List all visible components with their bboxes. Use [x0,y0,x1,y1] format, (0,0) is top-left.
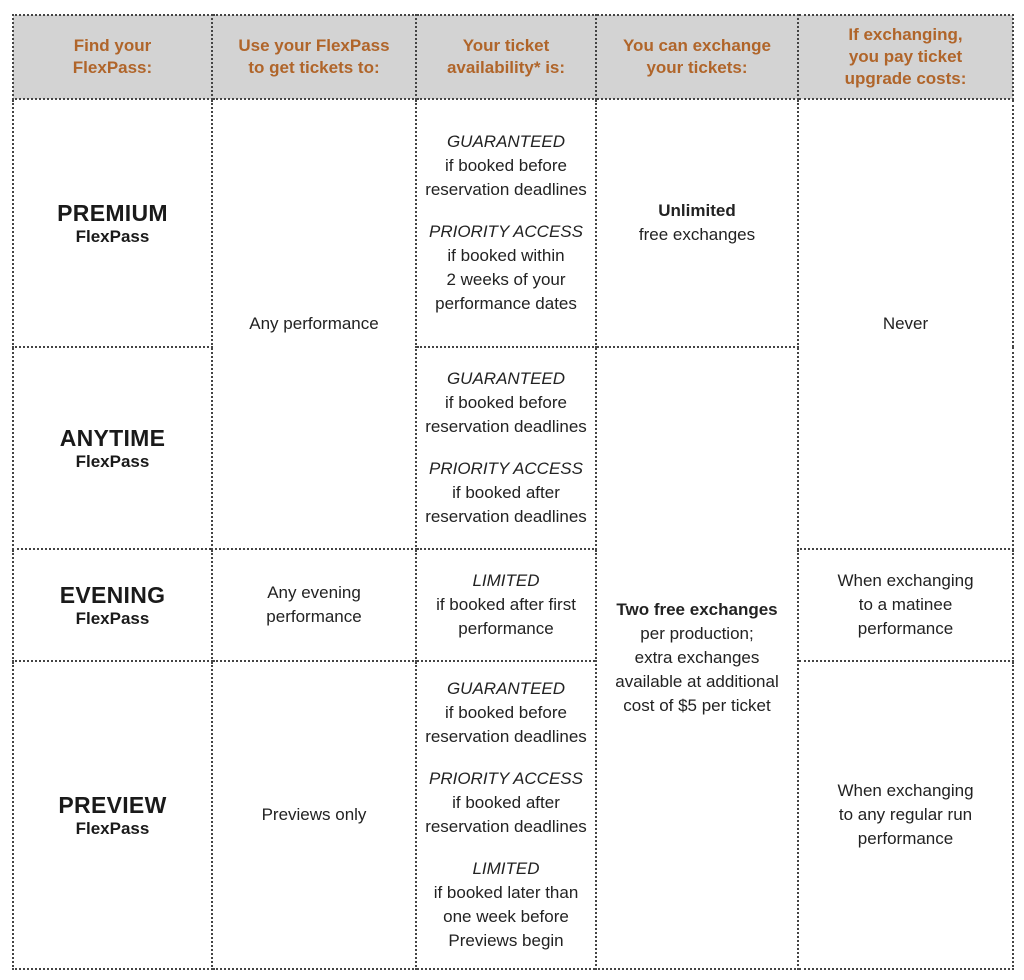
row-premium [13,99,1013,347]
availability-item: GUARANTEED if booked before reservation deadlines [425,679,587,746]
pass-sub-anytime: FlexPass [75,452,150,471]
availability-anytime [416,347,596,549]
availability-item: LIMITED if booked later than one week before Previews begin [433,859,579,950]
pass-name-evening: EVENING [59,582,166,608]
use-premium-anytime: Any performance [212,99,416,549]
availability-evening [416,549,596,661]
pass-name-premium: PREMIUM [57,200,168,226]
pass-anytime [13,347,212,549]
availability-item: PRIORITY ACCESS if booked after reservation deadlines [425,459,587,526]
header-exchange: You can exchange your tickets: [596,15,798,99]
pass-preview [13,661,212,969]
header-find-flexpass: Find your FlexPass: [13,15,212,99]
upgrade-preview: When exchanging to any regular run performance [798,661,1013,969]
pass-name-preview: PREVIEW [58,792,167,818]
header-upgrade-costs: If exchanging, you pay ticket upgrade costs: [798,15,1013,99]
upgrade-evening: When exchanging to a matinee performance [798,549,1013,661]
header-ticket-availability: Your ticket availability* is: [416,15,596,99]
pass-premium [13,99,212,347]
availability-preview [416,661,596,969]
availability-item: GUARANTEED if booked before reservation deadlines [425,369,587,436]
header-use-flexpass: Use your FlexPass to get tickets to: [212,15,416,99]
pass-sub-preview: FlexPass [75,819,150,838]
upgrade-premium-anytime: Never [798,99,1013,549]
availability-item: PRIORITY ACCESS if booked after reservation deadlines [425,769,587,836]
availability-item: GUARANTEED if booked before reservation deadlines [425,132,587,199]
pass-sub-evening: FlexPass [75,609,150,628]
availability-premium [416,99,596,347]
row-preview [13,661,1013,969]
header-row [13,15,1013,99]
exchange-premium: Unlimited free exchanges [596,99,798,347]
row-evening [13,549,1013,661]
flexpass-comparison-table [12,14,1014,970]
availability-item: LIMITED if booked after first performance [436,571,576,638]
use-preview: Previews only [212,661,416,969]
use-evening: Any evening performance [212,549,416,661]
pass-sub-premium: FlexPass [75,227,150,246]
exchange-anytime-evening-preview: Two free exchanges per production; extra exchanges available at additional cost of $5 per ticket [596,347,798,969]
pass-evening [13,549,212,661]
availability-item: PRIORITY ACCESS if booked within 2 weeks of your performance dates [429,222,583,313]
pass-name-anytime: ANYTIME [59,425,166,451]
